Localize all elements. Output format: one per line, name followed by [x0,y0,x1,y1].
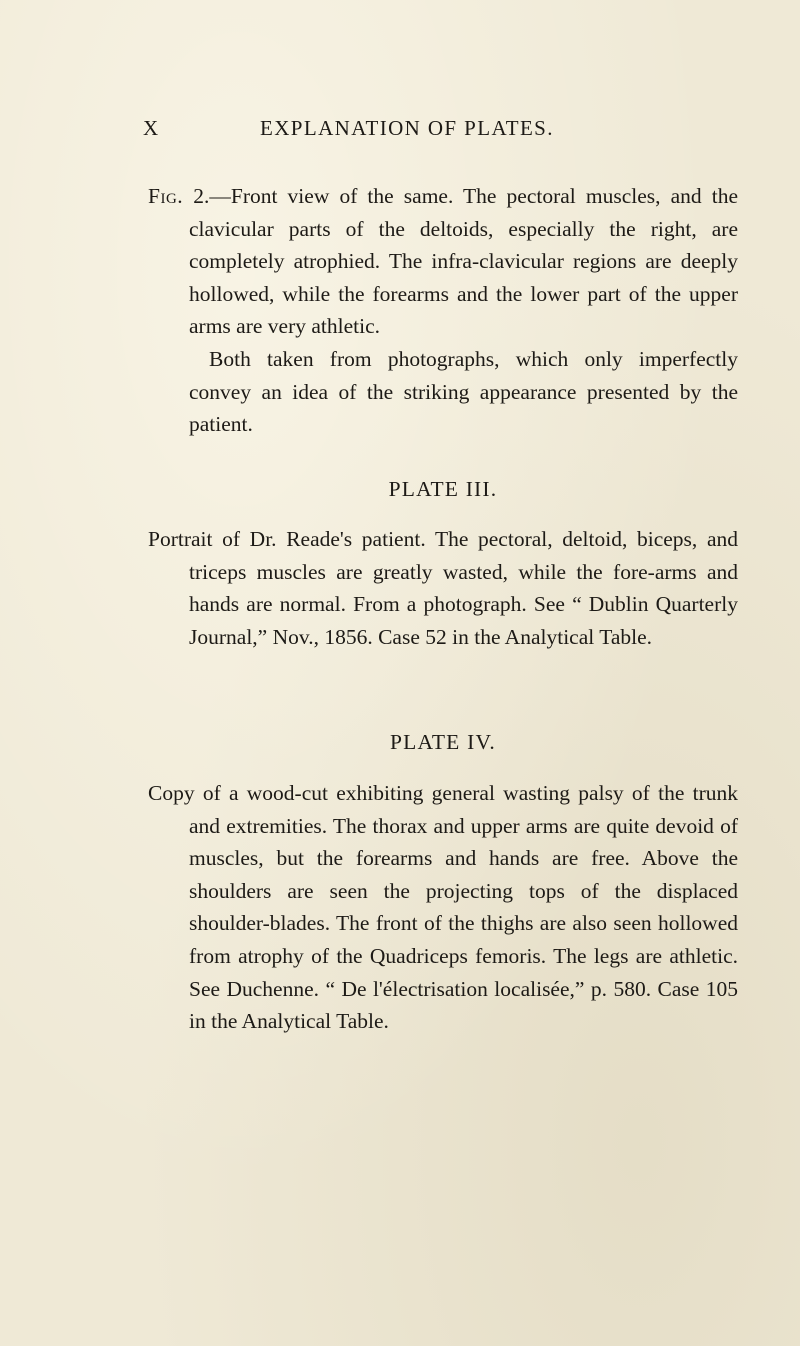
page-number: X [143,116,160,140]
plate-iii-paragraph: Portrait of Dr. Reade's patient. The pectoral, deltoid, biceps, and triceps muscles are greatly wasted, while the fore-arms and hands are normal. From a photograph. See “ Dublin Quarterly Journal,” Nov., 1856. Case 52 in the Analytical Table. [148,527,738,649]
plate-iii-heading: PLATE III. [388,477,498,501]
fig2-block [148,180,738,441]
running-title: EXPLANATION OF PLATES. [260,116,554,140]
fig2-text: 2.—Front view of the same. The pectoral muscles, and the clavicular parts of the deltoids, especially the right, are completely atrophied. The infra-clavicular regions are deeply hollowed, while the forearms and the lower part of the upper arms are very athletic. [183,184,738,339]
plate-iv-block [148,777,738,1038]
plate-iii-block [148,523,738,653]
plate-iv-paragraph: Copy of a wood-cut exhibiting general wasting palsy of the trunk and extremities. The thorax and upper arms are quite devoid of muscles, but the forearms and hands are free. Above the shoulders are seen the projecting tops of the displaced shoulder-blades. The front of the thighs are also seen hollowed from atrophy of the Quadriceps femoris. The legs are athletic. See Duchenne. “ De l'électrisation localisée,” p. 580. Case 105 in the Analytical Table. [148,781,738,1034]
fig2-paragraph [148,180,738,343]
running-header [143,116,693,146]
plate-iv-heading: PLATE IV. [390,730,496,754]
fig2-label: Fig. [148,184,184,208]
photograph-note: Both taken from photographs, which only imperfectly convey an idea of the striking appearance presented by the patient. [189,346,738,437]
